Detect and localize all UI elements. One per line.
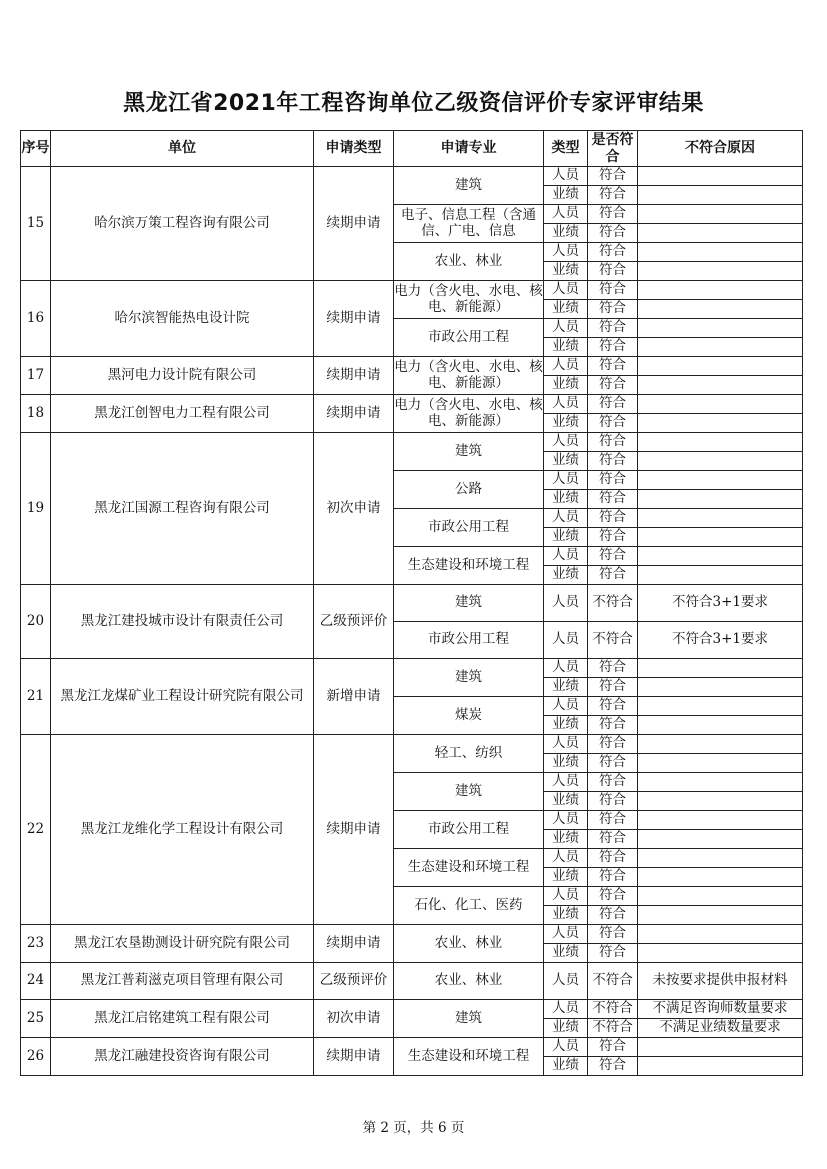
entry-unit: 黑龙江建投城市设计有限责任公司	[51, 585, 314, 659]
entry-conform: 不符合	[588, 585, 638, 622]
entry-major: 公路	[394, 471, 544, 509]
entry-conform: 符合	[588, 205, 638, 224]
entry-conform: 符合	[588, 566, 638, 585]
entry-no: 16	[21, 281, 51, 357]
entry-category: 业绩	[544, 1019, 588, 1038]
entry-no: 24	[21, 963, 51, 1000]
entry-reason	[638, 205, 803, 224]
entry-category: 人员	[544, 319, 588, 338]
entry-conform: 符合	[588, 944, 638, 963]
entry-apply-type: 续期申请	[314, 357, 394, 395]
entry-conform: 符合	[588, 716, 638, 735]
entry-conform: 符合	[588, 357, 638, 376]
entry-no: 19	[21, 433, 51, 585]
entry-category: 业绩	[544, 792, 588, 811]
entry-category: 人员	[544, 243, 588, 262]
entry-reason	[638, 281, 803, 300]
table-row	[21, 963, 803, 1000]
entry-category: 人员	[544, 509, 588, 528]
header-major: 申请专业	[394, 131, 544, 167]
entry-major: 生态建设和环境工程	[394, 1038, 544, 1076]
entry-conform: 符合	[588, 868, 638, 887]
header-no: 序号	[21, 131, 51, 167]
entry-category: 业绩	[544, 678, 588, 697]
entry-apply-type: 续期申请	[314, 735, 394, 925]
entry-reason	[638, 735, 803, 754]
entry-category: 人员	[544, 925, 588, 944]
entry-reason	[638, 376, 803, 395]
entry-major: 建筑	[394, 659, 544, 697]
entry-category: 业绩	[544, 224, 588, 243]
entry-reason	[638, 433, 803, 452]
entry-apply-type: 续期申请	[314, 281, 394, 357]
entry-apply-type: 续期申请	[314, 395, 394, 433]
header-unit: 单位	[51, 131, 314, 167]
entry-major: 市政公用工程	[394, 509, 544, 547]
entry-category: 人员	[544, 773, 588, 792]
entry-category: 业绩	[544, 376, 588, 395]
entry-unit: 黑龙江启铭建筑工程有限公司	[51, 1000, 314, 1038]
entry-reason	[638, 849, 803, 868]
entry-no: 22	[21, 735, 51, 925]
entry-reason	[638, 452, 803, 471]
entry-reason: 未按要求提供申报材料	[638, 963, 803, 1000]
entry-no: 26	[21, 1038, 51, 1076]
entry-unit: 哈尔滨万策工程咨询有限公司	[51, 167, 314, 281]
entry-apply-type: 初次申请	[314, 433, 394, 585]
table-row	[21, 1000, 803, 1019]
entry-conform: 符合	[588, 509, 638, 528]
entry-unit: 黑龙江龙煤矿业工程设计研究院有限公司	[51, 659, 314, 735]
entry-major: 煤炭	[394, 697, 544, 735]
entry-apply-type: 续期申请	[314, 1038, 394, 1076]
entry-unit: 哈尔滨智能热电设计院	[51, 281, 314, 357]
entry-reason	[638, 338, 803, 357]
table-header-row	[21, 131, 803, 167]
entry-conform: 符合	[588, 471, 638, 490]
entry-category: 业绩	[544, 490, 588, 509]
entry-apply-type: 续期申请	[314, 925, 394, 963]
header-apply-type: 申请类型	[314, 131, 394, 167]
entry-major: 市政公用工程	[394, 811, 544, 849]
entry-reason	[638, 319, 803, 338]
entry-unit: 黑龙江龙维化学工程设计有限公司	[51, 735, 314, 925]
entry-major: 市政公用工程	[394, 622, 544, 659]
entry-reason	[638, 925, 803, 944]
entry-no: 25	[21, 1000, 51, 1038]
entry-no: 15	[21, 167, 51, 281]
entry-reason	[638, 167, 803, 186]
entry-category: 人员	[544, 963, 588, 1000]
entry-conform: 符合	[588, 186, 638, 205]
entry-major: 建筑	[394, 1000, 544, 1038]
entry-reason: 不符合3+1要求	[638, 585, 803, 622]
entry-reason: 不满足咨询师数量要求	[638, 1000, 803, 1019]
entry-conform: 符合	[588, 262, 638, 281]
entry-no: 23	[21, 925, 51, 963]
entry-conform: 符合	[588, 697, 638, 716]
entry-major: 轻工、纺织	[394, 735, 544, 773]
entry-category: 人员	[544, 585, 588, 622]
entry-category: 人员	[544, 697, 588, 716]
entry-reason	[638, 868, 803, 887]
entry-category: 人员	[544, 471, 588, 490]
entry-conform: 符合	[588, 300, 638, 319]
entry-conform: 符合	[588, 547, 638, 566]
header-reason: 不符合原因	[638, 131, 803, 167]
entry-reason	[638, 357, 803, 376]
table-row	[21, 281, 803, 300]
entry-major: 农业、林业	[394, 925, 544, 963]
results-table	[20, 130, 803, 1076]
entry-major: 电力（含火电、水电、核电、新能源）	[394, 395, 544, 433]
entry-conform: 不符合	[588, 622, 638, 659]
entry-conform: 符合	[588, 395, 638, 414]
entry-no: 21	[21, 659, 51, 735]
entry-reason	[638, 224, 803, 243]
entry-unit: 黑河电力设计院有限公司	[51, 357, 314, 395]
page-footer: 第 2 页，共 6 页	[362, 1120, 465, 1136]
entry-category: 业绩	[544, 452, 588, 471]
entry-conform: 符合	[588, 452, 638, 471]
entry-category: 人员	[544, 849, 588, 868]
entry-conform: 符合	[588, 906, 638, 925]
entry-conform: 符合	[588, 754, 638, 773]
entry-major: 建筑	[394, 433, 544, 471]
table-row	[21, 735, 803, 754]
entry-conform: 符合	[588, 925, 638, 944]
entry-conform: 符合	[588, 659, 638, 678]
entry-reason	[638, 490, 803, 509]
table-row	[21, 357, 803, 376]
entry-reason	[638, 773, 803, 792]
entry-conform: 符合	[588, 414, 638, 433]
entry-major: 生态建设和环境工程	[394, 547, 544, 585]
entry-reason	[638, 792, 803, 811]
entry-category: 业绩	[544, 262, 588, 281]
table-row	[21, 395, 803, 414]
entry-category: 业绩	[544, 186, 588, 205]
entry-reason	[638, 300, 803, 319]
entry-reason	[638, 754, 803, 773]
entry-category: 人员	[544, 205, 588, 224]
entry-reason	[638, 471, 803, 490]
entry-reason: 不满足业绩数量要求	[638, 1019, 803, 1038]
entry-category: 人员	[544, 395, 588, 414]
entry-category: 业绩	[544, 414, 588, 433]
entry-major: 建筑	[394, 773, 544, 811]
entry-conform: 符合	[588, 338, 638, 357]
entry-major: 市政公用工程	[394, 319, 544, 357]
table-row	[21, 585, 803, 622]
entry-category: 人员	[544, 433, 588, 452]
entry-major: 电力（含火电、水电、核电、新能源）	[394, 281, 544, 319]
entry-reason	[638, 1038, 803, 1057]
entry-category: 业绩	[544, 906, 588, 925]
entry-reason	[638, 659, 803, 678]
entry-category: 业绩	[544, 300, 588, 319]
entry-category: 人员	[544, 1038, 588, 1057]
entry-major: 农业、林业	[394, 963, 544, 1000]
entry-reason	[638, 678, 803, 697]
entry-category: 人员	[544, 1000, 588, 1019]
entry-unit: 黑龙江国源工程咨询有限公司	[51, 433, 314, 585]
entry-major: 生态建设和环境工程	[394, 849, 544, 887]
entry-reason	[638, 944, 803, 963]
entry-conform: 符合	[588, 678, 638, 697]
entry-category: 业绩	[544, 1057, 588, 1076]
entry-reason	[638, 1057, 803, 1076]
entry-apply-type: 乙级预评价	[314, 963, 394, 1000]
entry-no: 20	[21, 585, 51, 659]
entry-category: 人员	[544, 659, 588, 678]
entry-major: 建筑	[394, 585, 544, 622]
entry-conform: 不符合	[588, 963, 638, 1000]
entry-apply-type: 新增申请	[314, 659, 394, 735]
entry-conform: 符合	[588, 167, 638, 186]
entry-no: 17	[21, 357, 51, 395]
header-category: 类型	[544, 131, 588, 167]
entry-reason	[638, 566, 803, 585]
entry-reason	[638, 547, 803, 566]
entry-major: 电力（含火电、水电、核电、新能源）	[394, 357, 544, 395]
entry-conform: 符合	[588, 830, 638, 849]
entry-reason	[638, 811, 803, 830]
entry-conform: 符合	[588, 376, 638, 395]
entry-apply-type: 乙级预评价	[314, 585, 394, 659]
table-row	[21, 433, 803, 452]
entry-major: 建筑	[394, 167, 544, 205]
entry-reason	[638, 887, 803, 906]
entry-category: 人员	[544, 281, 588, 300]
table-row	[21, 659, 803, 678]
entry-conform: 不符合	[588, 1019, 638, 1038]
entry-conform: 符合	[588, 433, 638, 452]
entry-major: 石化、化工、医药	[394, 887, 544, 925]
entry-conform: 符合	[588, 224, 638, 243]
entry-reason	[638, 509, 803, 528]
entry-category: 业绩	[544, 944, 588, 963]
entry-reason	[638, 716, 803, 735]
entry-conform: 符合	[588, 773, 638, 792]
entry-conform: 符合	[588, 528, 638, 547]
entry-conform: 符合	[588, 281, 638, 300]
entry-conform: 符合	[588, 887, 638, 906]
entry-conform: 符合	[588, 811, 638, 830]
entry-apply-type: 续期申请	[314, 167, 394, 281]
entry-major: 农业、林业	[394, 243, 544, 281]
entry-reason	[638, 262, 803, 281]
entry-category: 人员	[544, 167, 588, 186]
entry-conform: 符合	[588, 849, 638, 868]
entry-conform: 不符合	[588, 1000, 638, 1019]
entry-no: 18	[21, 395, 51, 433]
entry-category: 人员	[544, 811, 588, 830]
entry-unit: 黑龙江普莉滋克项目管理有限公司	[51, 963, 314, 1000]
entry-reason	[638, 243, 803, 262]
entry-conform: 符合	[588, 1057, 638, 1076]
header-conform: 是否符合	[588, 131, 638, 167]
entry-reason	[638, 186, 803, 205]
table-body	[21, 167, 803, 1076]
entry-conform: 符合	[588, 1038, 638, 1057]
table-row	[21, 925, 803, 944]
table-row	[21, 167, 803, 186]
entry-category: 人员	[544, 887, 588, 906]
entry-reason	[638, 395, 803, 414]
entry-major: 电子、信息工程（含通信、广电、信息	[394, 205, 544, 243]
entry-category: 业绩	[544, 528, 588, 547]
entry-conform: 符合	[588, 735, 638, 754]
entry-unit: 黑龙江创智电力工程有限公司	[51, 395, 314, 433]
entry-category: 业绩	[544, 868, 588, 887]
entry-conform: 符合	[588, 490, 638, 509]
entry-reason	[638, 830, 803, 849]
entry-category: 人员	[544, 622, 588, 659]
entry-category: 人员	[544, 735, 588, 754]
entry-category: 业绩	[544, 566, 588, 585]
entry-category: 业绩	[544, 830, 588, 849]
entry-reason	[638, 906, 803, 925]
entry-reason	[638, 697, 803, 716]
entry-apply-type: 初次申请	[314, 1000, 394, 1038]
entry-reason	[638, 528, 803, 547]
entry-reason: 不符合3+1要求	[638, 622, 803, 659]
entry-category: 业绩	[544, 338, 588, 357]
entry-conform: 符合	[588, 792, 638, 811]
entry-conform: 符合	[588, 243, 638, 262]
entry-unit: 黑龙江农垦勘测设计研究院有限公司	[51, 925, 314, 963]
entry-category: 人员	[544, 547, 588, 566]
entry-category: 业绩	[544, 754, 588, 773]
entry-unit: 黑龙江融建投资咨询有限公司	[51, 1038, 314, 1076]
entry-conform: 符合	[588, 319, 638, 338]
table-row	[21, 1038, 803, 1057]
entry-reason	[638, 414, 803, 433]
page-title: 黑龙江省2021年工程咨询单位乙级资信评价专家评审结果	[123, 91, 704, 116]
entry-category: 人员	[544, 357, 588, 376]
entry-category: 业绩	[544, 716, 588, 735]
